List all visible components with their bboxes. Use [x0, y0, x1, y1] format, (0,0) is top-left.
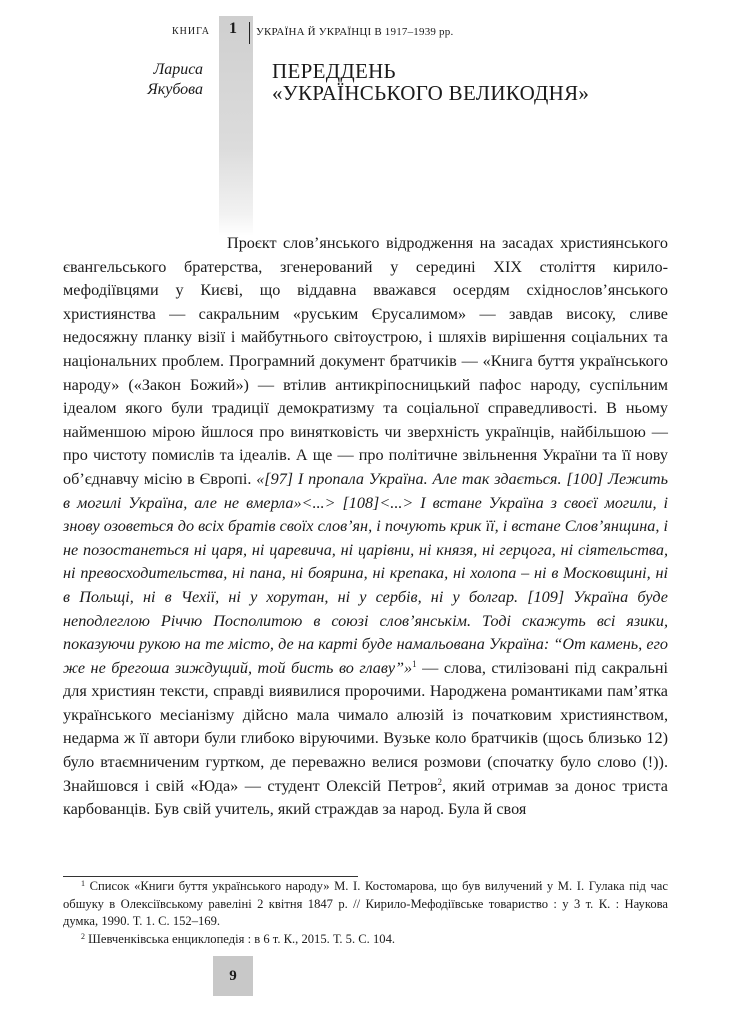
footnote-ref-1[interactable]: 1	[412, 658, 417, 669]
chapter-title-line-2: «УКРАЇНСЬКОГО ВЕЛИКОДНЯ»	[272, 81, 590, 105]
quotation: «[97] І пропала Україна. Але так здається. [100] Лежить в могилі Україна, але не вмерла»<...> [108]<...> І встане Україна з своєї могили, і знову озоветься до всіх братів своїх слов’ян, і почують крик її, і встане Слов’янщина, і не позостанеться ні царя, ні царевича, ні царівни, ні князя, ні герцога, ні сіятельства, ні превосходительства, ні пана, ні боярина, ні крепака, ні холопа – ні в Московщині, ні в Польщі, ні в Чехії, ні у хорутан, ні у сербів, ні у болгар. [109] Україна буде неподлеглою Річчю Посполитою в союзі слов’янськім. Тоді скажуть всі язики, показуючи рукою на те місто, де на карті буде намальована Україна: “От камень, его же не брегоша зиждущий, той бисть во главу”»	[63, 469, 668, 677]
footnotes	[63, 878, 668, 948]
author-first-name: Лариса	[153, 61, 203, 78]
header-divider	[249, 22, 250, 44]
footnote-text: Шевченківська енциклопедія : в 6 т. К., 2015. Т. 5. С. 104.	[85, 931, 396, 946]
book-label: КНИГА	[172, 26, 211, 37]
footnote-separator	[63, 876, 358, 877]
footnote-marker: 1	[81, 879, 85, 888]
paragraph-text: Проєкт слов’янського відродження на засадах християнського євангельського братерства, згенерований у середині XIX століття кирило-мефодіївцями у Києві, що віддавна вважався осердям східнослов’янського християнства — сакральним «руським Єрусалимом» — завдав високу, сливе недосяжну планку візії і майбутнього світоустрою, і шляхів вирішення соціальних та національних проблем. Програмний документ братчиків — «Книга буття українського народу» («Закон Божий») — втілив антикріпосницький пафос народу, суспільним ідеалом якого були традиції демократизму та соціальної справедливості. В ньому найменшою мірою йшлося про винятковість чи зверхність українців, найбільшою — про чистоту помислів та ідеалів. А ще — про політичне звільнення України та її нову об’єднавчу місію в Європі.	[63, 234, 668, 488]
running-header	[0, 20, 746, 42]
footnote-1	[63, 878, 668, 931]
paragraph-text-continued: — слова, стилізовані під сакральні для християн тексти, справді виявилися пророчими. Народжена романтиками пам’ятка українського месіанізму дійсно мала чимало алюзій із початковим християнством, недарма ж її автори були глибоко віруючими. Вузьке коло братчиків (щось близько 12) було втаємниченим гуртком, де переважно велися розмови (спочатку було слово (!)). Знайшовся і свій «Юда» — студент Олексій Петров	[63, 658, 668, 795]
footnote-2	[63, 931, 668, 949]
book-number: 1	[229, 20, 237, 37]
header-gray-band	[219, 16, 253, 236]
page-number: 9	[229, 967, 237, 984]
paragraph	[63, 232, 668, 822]
paragraph-text-end: , який отримав за донос триста карбованців. Був свій учитель, який страждав за народ. Була й своя	[63, 776, 668, 819]
footnote-ref-2[interactable]: 2	[437, 776, 442, 787]
chapter-title-line-1: ПЕРЕДДЕНЬ	[272, 59, 396, 83]
author-name	[98, 60, 203, 100]
footnote-marker: 2	[81, 931, 85, 941]
author-last-name: Якубова	[147, 81, 203, 98]
footnote-text: Список «Книги буття українського народу» М. І. Костомарова, що був вилучений у М. І. Гулака під час обшуку в Олексіївському равеліні 2 квітня 1847 р. // Кирило-Мефодіївське товариство : у 3 т. К. : Наукова думка, 1990. Т. 1. С. 152–169.	[63, 879, 668, 928]
body-text	[63, 232, 668, 822]
chapter-title	[272, 60, 692, 104]
page-number-box	[213, 956, 253, 996]
running-header-title: УКРАЇНА Й УКРАЇНЦІ В 1917–1939 рр.	[256, 26, 454, 38]
